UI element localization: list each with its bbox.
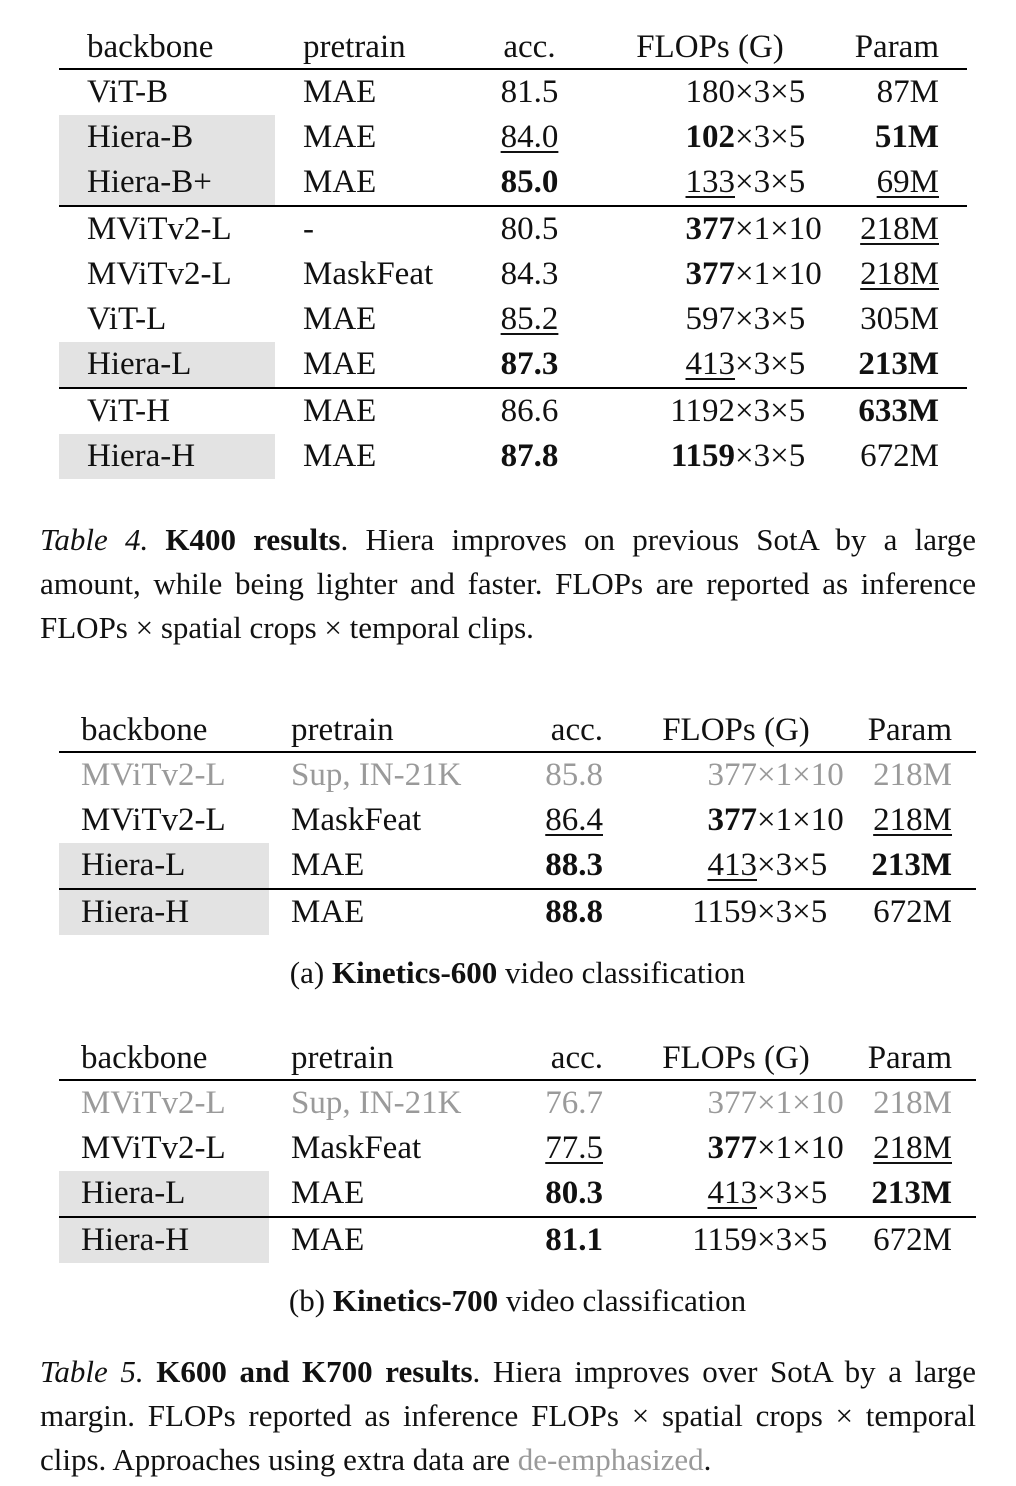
table-row — [59, 1126, 976, 1171]
cell-pretrain: MaskFeat — [291, 1130, 422, 1166]
header-backbone: backbone — [59, 1037, 269, 1080]
cell-pretrain: Sup, IN-21K — [291, 1085, 462, 1121]
header-flops: FLOPs (G) — [586, 26, 834, 69]
cell-backbone: Hiera-B — [59, 115, 275, 160]
cell-acc: 86.4 — [545, 802, 603, 838]
cell-backbone: Hiera-L — [59, 342, 275, 388]
cell-views: ×3×5 — [735, 74, 806, 110]
table-row — [59, 342, 967, 388]
cell-pretrain: MAE — [303, 438, 377, 474]
cell-views: ×1×10 — [757, 802, 844, 838]
cell-pretrain: - — [303, 211, 314, 247]
cell-views: ×1×10 — [735, 256, 822, 292]
caption-text: . Hiera improves on previous SotA by a large amount, while being lighter and faster. FLOPs are reported as inference FLOPs × spatial crops × temporal clips. — [40, 522, 976, 645]
cell-param: 218M — [860, 256, 939, 292]
header-param: Param — [857, 1037, 976, 1080]
table-header — [59, 1037, 976, 1080]
header-acc: acc. — [493, 1037, 615, 1080]
caption-title: K400 results — [165, 522, 341, 557]
table-row — [59, 206, 967, 252]
cell-views: ×1×10 — [735, 211, 822, 247]
cell-backbone: Hiera-L — [59, 1171, 269, 1217]
cell-acc: 81.5 — [500, 74, 559, 110]
cell-backbone: MViTv2-L — [81, 802, 226, 838]
cell-backbone: Hiera-L — [59, 843, 269, 889]
table-row — [59, 1080, 976, 1126]
table-row — [59, 889, 976, 935]
cell-pretrain: MAE — [303, 393, 377, 429]
cell-acc: 86.6 — [500, 393, 559, 429]
table-header — [59, 26, 967, 69]
cell-acc: 77.5 — [545, 1130, 603, 1166]
cell-acc: 88.3 — [493, 843, 615, 889]
header-flops: FLOPs (G) — [615, 709, 857, 752]
cell-views: ×3×5 — [735, 160, 834, 206]
cell-backbone: MViTv2-L — [81, 1130, 226, 1166]
cell-backbone: Hiera-H — [59, 889, 269, 935]
cell-backbone: ViT-L — [87, 301, 167, 337]
cell-param: 213M — [857, 843, 976, 889]
table-5a-subcaption — [59, 955, 976, 991]
table-row — [59, 115, 967, 160]
cell-pretrain: MaskFeat — [291, 802, 422, 838]
table-5b — [59, 1037, 976, 1263]
cell-backbone: Hiera-H — [59, 434, 275, 479]
table-4 — [59, 26, 967, 479]
header-pretrain: pretrain — [269, 709, 493, 752]
table-4-caption — [40, 518, 976, 650]
table-row — [59, 69, 967, 115]
cell-flops: 377 — [707, 757, 757, 793]
header-acc: acc. — [473, 26, 586, 69]
cell-views: ×3×5 — [735, 393, 806, 429]
cell-views: ×3×5 — [735, 119, 806, 155]
cell-acc: 81.1 — [545, 1222, 603, 1258]
cell-pretrain: MAE — [275, 160, 473, 206]
cell-acc: 88.8 — [545, 894, 603, 930]
table-5a — [59, 709, 976, 935]
caption-text: . Hiera improves over SotA by a large margin. FLOPs reported as inference FLOPs × spatial crops × temporal clips. Approaches using extra data are — [40, 1354, 976, 1477]
header-param: Param — [834, 26, 967, 69]
cell-param: 672M — [873, 894, 952, 930]
cell-param: 218M — [873, 802, 952, 838]
cell-views: ×3×5 — [757, 1222, 828, 1258]
subcaption-prefix: (b) — [288, 1283, 333, 1318]
cell-flops: 102 — [685, 119, 735, 155]
cell-acc: 87.3 — [473, 342, 586, 388]
header-param: Param — [857, 709, 976, 752]
cell-acc: 80.3 — [493, 1171, 615, 1217]
cell-flops: 1192 — [670, 393, 735, 429]
cell-param: 305M — [860, 301, 939, 337]
table-row — [59, 843, 976, 889]
cell-views: ×3×5 — [735, 438, 806, 474]
cell-pretrain: MAE — [303, 119, 377, 155]
table-row — [59, 1171, 976, 1217]
table-5b-subcaption — [59, 1283, 976, 1319]
cell-flops: 413 — [685, 346, 735, 382]
cell-acc: 87.8 — [500, 438, 559, 474]
cell-acc: 84.3 — [500, 256, 559, 292]
cell-pretrain: MAE — [291, 894, 365, 930]
table-row — [59, 752, 976, 798]
cell-backbone: MViTv2-L — [81, 757, 226, 793]
cell-param: 218M — [873, 1085, 952, 1121]
cell-param: 633M — [858, 393, 939, 429]
cell-flops: 377 — [707, 1085, 757, 1121]
header-backbone: backbone — [59, 26, 275, 69]
cell-flops: 597 — [685, 301, 735, 337]
header-flops: FLOPs (G) — [615, 1037, 857, 1080]
cell-pretrain: Sup, IN-21K — [291, 757, 462, 793]
cell-flops: 133 — [685, 164, 735, 200]
table-row — [59, 160, 967, 206]
table-row — [59, 252, 967, 297]
cell-backbone: Hiera-B+ — [59, 160, 275, 206]
table-row — [59, 388, 967, 434]
table-row — [59, 434, 967, 479]
cell-param: 218M — [860, 211, 939, 247]
cell-param: 672M — [860, 438, 939, 474]
cell-flops: 413 — [707, 1175, 757, 1211]
cell-pretrain: MAE — [303, 74, 377, 110]
cell-flops: 413 — [707, 847, 757, 883]
cell-acc: 76.7 — [545, 1085, 603, 1121]
cell-backbone: ViT-B — [87, 74, 169, 110]
header-backbone: backbone — [59, 709, 269, 752]
cell-param: 218M — [873, 1130, 952, 1166]
subcaption-suffix: video classification — [498, 1283, 747, 1318]
cell-backbone: Hiera-H — [59, 1217, 269, 1263]
cell-backbone: ViT-H — [87, 393, 170, 429]
cell-views: ×3×5 — [735, 301, 806, 337]
cell-param: 69M — [876, 164, 939, 200]
subcaption-prefix: (a) — [289, 955, 332, 990]
caption-end: . — [703, 1442, 712, 1477]
cell-param: 213M — [834, 342, 967, 388]
table-row — [59, 798, 976, 843]
cell-backbone: MViTv2-L — [87, 211, 232, 247]
cell-flops: 1159 — [670, 438, 735, 474]
cell-pretrain: MAE — [269, 1171, 493, 1217]
cell-acc: 85.8 — [545, 757, 603, 793]
cell-flops: 180 — [685, 74, 735, 110]
cell-param: 87M — [876, 74, 939, 110]
cell-views: ×1×10 — [757, 1130, 844, 1166]
header-pretrain: pretrain — [269, 1037, 493, 1080]
caption-title: K600 and K700 results — [156, 1354, 473, 1389]
caption-label: Table 4. — [40, 522, 149, 557]
cell-param: 672M — [873, 1222, 952, 1258]
cell-pretrain: MAE — [269, 843, 493, 889]
caption-muted-text: de-emphasized — [517, 1442, 704, 1477]
cell-backbone: MViTv2-L — [87, 256, 232, 292]
cell-acc: 80.5 — [500, 211, 559, 247]
cell-acc: 84.0 — [500, 119, 559, 155]
cell-views: ×3×5 — [757, 1171, 857, 1217]
caption-label: Table 5. — [40, 1354, 144, 1389]
cell-views: ×1×10 — [757, 757, 844, 793]
cell-flops: 377 — [707, 802, 757, 838]
cell-pretrain: MAE — [275, 342, 473, 388]
cell-acc: 85.0 — [473, 160, 586, 206]
cell-param: 51M — [874, 119, 939, 155]
cell-flops: 1159 — [692, 894, 757, 930]
cell-acc: 85.2 — [500, 301, 559, 337]
subcaption-suffix: video classification — [497, 955, 746, 990]
cell-views: ×1×10 — [757, 1085, 844, 1121]
subcaption-title: Kinetics-600 — [331, 955, 498, 990]
cell-views: ×3×5 — [757, 843, 857, 889]
cell-pretrain: MAE — [291, 1222, 365, 1258]
cell-flops: 377 — [685, 211, 735, 247]
cell-flops: 377 — [685, 256, 735, 292]
cell-flops: 1159 — [692, 1222, 757, 1258]
header-pretrain: pretrain — [275, 26, 473, 69]
cell-backbone: MViTv2-L — [81, 1085, 226, 1121]
cell-pretrain: MAE — [303, 301, 377, 337]
subcaption-title: Kinetics-700 — [332, 1283, 499, 1318]
table-5-caption — [40, 1350, 976, 1482]
cell-views: ×3×5 — [757, 894, 828, 930]
table-row — [59, 1217, 976, 1263]
table-row — [59, 297, 967, 342]
cell-param: 213M — [857, 1171, 976, 1217]
cell-views: ×3×5 — [735, 342, 834, 388]
cell-pretrain: MaskFeat — [303, 256, 434, 292]
cell-param: 218M — [873, 757, 952, 793]
table-header — [59, 709, 976, 752]
cell-flops: 377 — [707, 1130, 757, 1166]
header-acc: acc. — [493, 709, 615, 752]
